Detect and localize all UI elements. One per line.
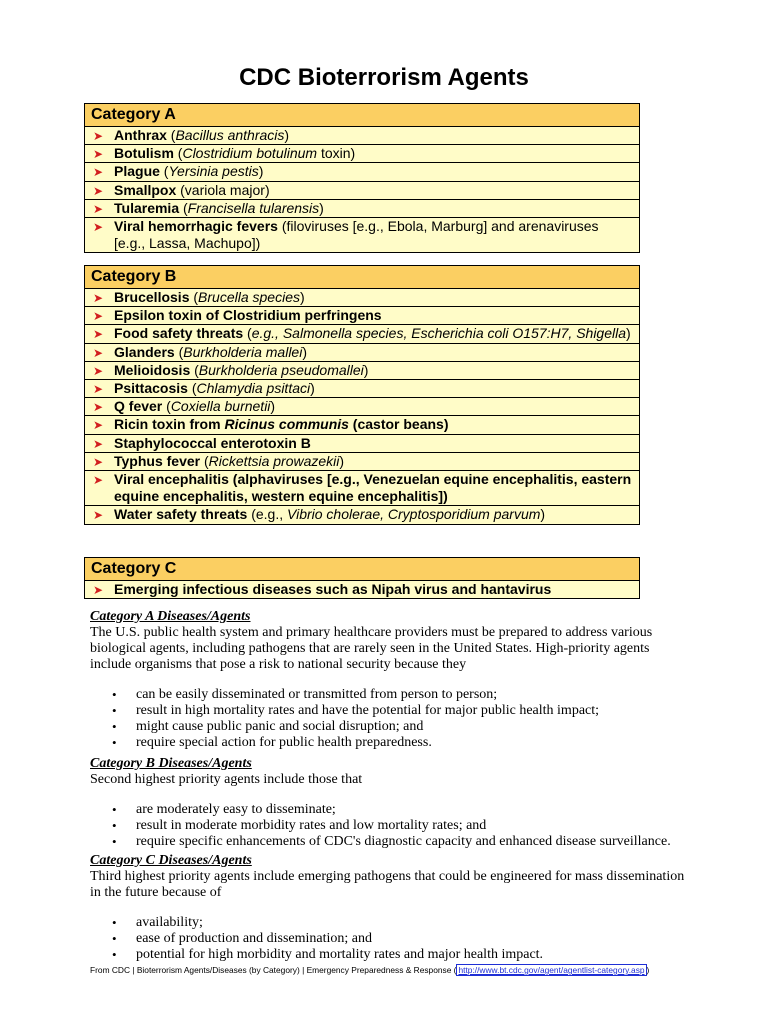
agent-detail-close: ) [258,163,264,180]
agent-detail-close: ) [284,127,290,143]
arrow-bullet-icon: ➤ [93,309,104,324]
agent-detail-open: ( [190,361,199,378]
agent-species: Yersinia pestis [168,163,259,180]
agent-species: e.g., Salmonella species, Escherichia coli O157:H7, Shigella [251,325,627,342]
category-a-table [84,103,640,253]
category-a-section-heading: Category A Diseases/Agents [90,609,251,624]
category-a-section [90,609,690,751]
agent-detail-open: ( [189,289,199,305]
agent-detail: (filoviruses [e.g., Ebola, Marburg] and arenaviruses [e.g., Lassa, Machupo]) [114,218,599,252]
footer-source-text: From CDC | Bioterrorism Agents/Diseases (by Category) | Emergency Preparedness & Response ( [90,965,457,975]
category-b-list [85,289,639,524]
bullet-item: • are moderately easy to disseminate; [90,802,690,818]
bullet-item: • availability; [90,915,690,931]
agent-detail-close: ) [310,380,315,397]
agent-name: Viral hemorrhagic fevers [114,218,278,235]
agent-row [85,306,639,324]
agent-species: Coxiella burnetii [170,398,271,415]
arrow-bullet-icon: ➤ [93,183,104,198]
footer-close-paren: ) [646,965,650,975]
agent-name: Staphylococcal enterotoxin B [114,434,311,451]
category-b-header: Category B [85,266,639,289]
agent-detail-open: ( [187,380,197,397]
bullet-item: • potential for high morbidity and mortality rates and major health impact. [90,947,690,963]
category-a-list [85,127,639,252]
agent-row [85,415,639,433]
agent-detail-open: ( [243,325,252,342]
arrow-bullet-icon: ➤ [93,220,104,235]
category-c-bullet-list [90,915,690,963]
agent-name: Glanders [114,343,175,360]
arrow-bullet-icon: ➤ [93,165,104,180]
agent-detail-close: ) [299,289,305,305]
agent-detail: (variola major) [176,181,270,198]
category-c-header: Category C [85,558,639,581]
arrow-bullet-icon: ➤ [93,400,104,415]
agent-name: Water safety threats [114,506,248,523]
agent-detail-open: ( [166,127,176,143]
category-a-section-intro: The U.S. public health system and primary healthcare providers must be prepared to address various biological agents, including pathogens that are rarely seen in the United States. High-priority agents include organisms that pose a risk to national security because they [90,625,653,672]
bullet-item: • result in high mortality rates and have the potential for major public health impact; [90,703,690,719]
category-b-section-heading: Category B Diseases/Agents [90,756,252,771]
agent-name: Ricin toxin from [114,416,225,433]
agent-name: Emerging infectious diseases such as Nipah virus and hantavirus [114,581,552,597]
bullet-item: • result in moderate morbidity rates and low mortality rates; and [90,818,690,834]
agent-name: Epsilon toxin of Clostridium perfringens [114,307,382,324]
agent-name: Brucellosis [114,289,190,305]
agent-row [85,361,639,379]
agent-detail-close: ) [270,398,276,415]
agent-row [85,343,639,361]
agent-species: Burkholderia mallei [183,343,303,360]
agent-name: Smallpox [114,181,177,198]
agent-row [85,162,639,180]
agent-row [85,505,639,523]
agent-species: Vibrio cholerae, Cryptosporidium parvum [287,506,541,523]
agent-species: Francisella tularensis [187,199,320,216]
agent-detail-open: ( [174,343,184,360]
arrow-bullet-icon: ➤ [93,473,104,488]
bullet-item: • might cause public panic and social disruption; and [90,719,690,735]
agent-species: Clostridium botulinum [182,145,318,162]
arrow-bullet-icon: ➤ [93,147,104,162]
arrow-bullet-icon: ➤ [93,363,104,378]
agent-species: Brucella species [198,289,300,305]
arrow-bullet-icon: ➤ [93,327,104,342]
category-b-section [90,756,690,850]
agent-name: Psittacosis [114,380,188,397]
agent-note: (castor beans) [348,416,449,433]
agent-name: Food safety threats [114,325,244,342]
agent-detail-close: ) [626,325,631,342]
arrow-bullet-icon: ➤ [93,418,104,433]
agent-detail-open: ( [162,398,171,415]
agent-name: Botulism [114,145,174,162]
agent-detail-open: (e.g., [247,506,287,523]
arrow-bullet-icon: ➤ [93,454,104,469]
agent-name: Plague [114,163,160,180]
category-c-list [85,581,639,598]
agent-detail-close: ) [363,361,369,378]
agent-name: Q fever [114,398,163,415]
page-title: CDC Bioterrorism Agents [239,64,529,91]
agent-row [85,217,639,252]
agent-species: Chlamydia psittaci [196,380,311,397]
agent-row [85,144,639,162]
agent-row [85,470,639,505]
arrow-bullet-icon: ➤ [93,129,104,143]
agent-row [85,397,639,415]
agent-species: Rickettsia prowazekii [208,452,340,469]
agent-detail-close: ) [319,199,324,216]
agent-row [85,199,639,217]
agent-row [85,452,639,470]
agent-detail-close: ) [339,452,345,469]
category-c-section-intro: Third highest priority agents include emerging pathogens that could be engineered for mass dissemination in the future because of [90,869,685,900]
agent-detail-close: ) [540,506,546,523]
agent-row [85,379,639,397]
arrow-bullet-icon: ➤ [93,201,104,216]
bullet-item: • require specific enhancements of CDC's diagnostic capacity and enhanced disease surveillance. [90,834,690,850]
arrow-bullet-icon: ➤ [93,345,104,360]
arrow-bullet-icon: ➤ [93,291,104,305]
agent-detail-close: toxin) [317,145,356,162]
agent-detail-open: ( [173,145,183,162]
agent-row [85,289,639,306]
agent-row [85,581,639,598]
bullet-item: • ease of production and dissemination; and [90,931,690,947]
bullet-item: • can be easily disseminated or transmitted from person to person; [90,687,690,703]
agent-detail-close: ) [302,343,307,360]
category-b-bullet-list [90,802,690,850]
agent-species: Ricinus communis [224,416,349,433]
agent-detail-open: ( [159,163,169,180]
agent-species: Burkholderia pseudomallei [198,361,364,378]
arrow-bullet-icon: ➤ [93,508,104,523]
agent-detail-open: ( [200,452,209,469]
category-a-header: Category A [85,104,639,127]
agent-row [85,324,639,342]
source-footer [90,965,710,975]
agent-species: Bacillus anthracis [175,127,285,143]
agent-detail-open: ( [179,199,188,216]
bullet-item: • require special action for public health preparedness. [90,735,690,751]
agent-name: Anthrax [114,127,167,143]
category-c-section-heading: Category C Diseases/Agents [90,853,252,868]
agent-name: Viral encephalitis (alphaviruses [e.g., Venezuelan equine encephalitis, eastern equine encephalitis, western equine encephalitis]) [114,471,632,505]
arrow-bullet-icon: ➤ [93,583,104,597]
agent-name: Typhus fever [114,452,201,469]
category-c-table [84,557,640,599]
category-b-section-intro: Second highest priority agents include those that [90,772,363,787]
agent-row [85,181,639,199]
agent-name: Tularemia [114,199,180,216]
arrow-bullet-icon: ➤ [93,436,104,451]
source-link[interactable]: http://www.bt.cdc.gov/agent/agentlist-category.asp [458,965,645,975]
category-b-table [84,265,640,525]
arrow-bullet-icon: ➤ [93,382,104,397]
agent-row [85,434,639,452]
agent-name: Melioidosis [114,361,191,378]
agent-row [85,127,639,144]
category-a-bullet-list [90,687,690,751]
category-c-section [90,853,690,963]
